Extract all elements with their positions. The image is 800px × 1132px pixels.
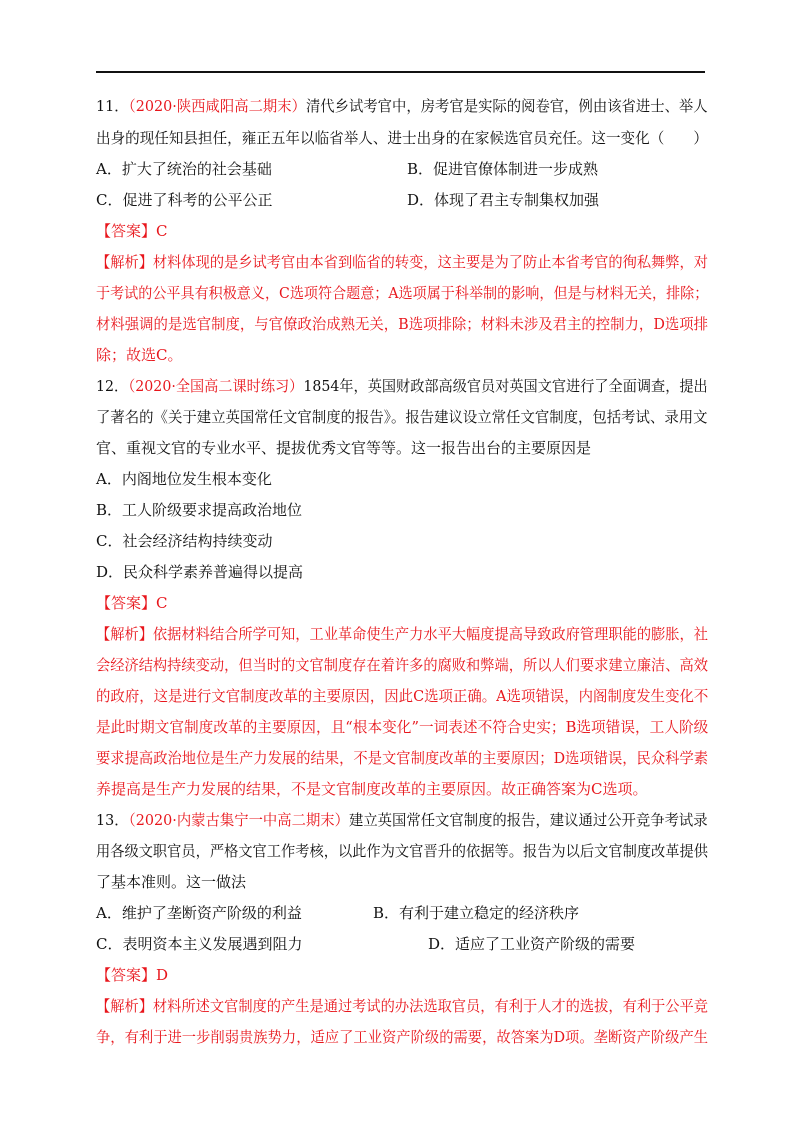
q12-number: 12． — [96, 377, 129, 395]
q12-stem-line-2: 了著名的《关于建立英国常任文官制度的报告》。报告建议设立常任文官制度，包括考试、录用文 — [96, 408, 708, 426]
q12-option-a: A．内阁地位发生根本变化 — [96, 470, 272, 488]
header-rule — [96, 71, 705, 73]
q11-source: （2020·陕西咸阳高二期末） — [128, 97, 306, 115]
q12-stem-text: 1854年，英国财政部高级官员对英国文官进行了全面调查，提出 — [303, 377, 708, 395]
q11-stem-line-1 — [96, 96, 708, 116]
q13-analysis-line-2: 争，有利于进一步削弱贵族势力，适应了工业资产阶级的需要，故答案为D项。垄断资产阶级产生 — [96, 1028, 709, 1046]
q11-analysis-line-1: 【解析】材料体现的是乡试考官由本省到临省的转变，这主要是为了防止本省考官的徇私舞弊，对 — [96, 253, 708, 271]
q12-analysis-line-3: 的政府，这是进行文官制度改革的主要原因，因此C选项正确。A选项错误，内阁制度发生变化不 — [96, 687, 709, 705]
q13-stem-text: 建立英国常任文官制度的报告，建议通过公开竞争考试录 — [348, 811, 708, 829]
q11-analysis-line-3: 材料强调的是选官制度，与官僚政治成熟无关，B选项排除；材料未涉及君主的控制力，D选项排 — [96, 315, 709, 333]
q11-answer: 【答案】C — [96, 222, 168, 240]
q13-option-c: C．表明资本主义发展遇到阻力 — [96, 935, 303, 953]
q12-source: （2020·全国高二课时练习） — [128, 377, 304, 395]
q11-stem-text: 清代乡试考官中，房考官是实际的阅卷官，例由该省进士、举人 — [305, 97, 708, 115]
q12-analysis-line-4: 是此时期文官制度改革的主要原因，且“根本变化”一词表述不符合史实；B选项错误，工人阶级 — [96, 718, 709, 736]
q11-option-c: C．促进了科考的公平公正 — [96, 191, 273, 209]
q12-answer: 【答案】C — [96, 594, 168, 612]
q11-option-a: A．扩大了统治的社会基础 — [96, 160, 272, 178]
q12-analysis-line-6: 养提高是生产力发展的结果，不是文官制度改革的主要原因。故正确答案为C选项。 — [96, 780, 648, 798]
q12-stem-line-3: 官、重视文官的专业水平、提拔优秀文官等等。这一报告出台的主要原因是 — [96, 439, 592, 457]
q13-option-d: D．适应了工业资产阶级的需要 — [428, 935, 636, 953]
q11-stem-line-2: 出身的现任知县担任，雍正五年以临省举人、进士出身的在家候选官员充任。这一变化（ ） — [96, 129, 708, 147]
q13-source: （2020·内蒙古集宁一中高二期末） — [128, 811, 349, 829]
q12-analysis-line-5: 要求提高政治地位是生产力发展的结果，不是文官制度改革的主要原因；D选项错误，民众科学素 — [96, 749, 709, 767]
q13-analysis-line-1: 【解析】材料所述文官制度的产生是通过考试的办法选取官员，有利于人才的选拔，有利于公平竞 — [96, 997, 708, 1015]
q11-option-d: D．体现了君主专制集权加强 — [407, 191, 600, 209]
q13-stem-line-2: 用各级文职官员，严格文官工作考核，以此作为文官晋升的依据等。报告为以后文官制度改革提供 — [96, 842, 708, 860]
q13-number: 13． — [96, 811, 129, 829]
q12-analysis-line-1: 【解析】依据材料结合所学可知，工业革命使生产力水平大幅度提高导致政府管理职能的膨胀，社 — [96, 625, 708, 643]
q12-stem-line-1 — [96, 376, 708, 396]
q13-answer: 【答案】D — [96, 966, 169, 984]
q11-analysis-line-2: 于考试的公平具有积极意义，C选项符合题意；A选项属于科举制的影响，但是与材料无关，排除； — [96, 284, 709, 302]
q13-stem-line-3: 了基本准则。这一做法 — [96, 873, 247, 891]
q13-stem-line-1 — [96, 810, 708, 830]
q11-number: 11． — [96, 97, 129, 115]
q13-option-a: A．维护了垄断资产阶级的利益 — [96, 904, 302, 922]
q12-option-c: C．社会经济结构持续变动 — [96, 532, 273, 550]
q12-option-d: D．民众科学素养普遍得以提高 — [96, 563, 304, 581]
q12-option-b: B．工人阶级要求提高政治地位 — [96, 501, 303, 519]
q11-option-b: B．促进官僚体制进一步成熟 — [407, 160, 599, 178]
q12-analysis-line-2: 会经济结构持续变动，但当时的文官制度存在着许多的腐败和弊端，所以人们要求建立廉洁、高效 — [96, 656, 708, 674]
q11-analysis-line-4: 除；故选C。 — [96, 346, 183, 364]
q13-option-b: B．有利于建立稳定的经济秩序 — [373, 904, 580, 922]
